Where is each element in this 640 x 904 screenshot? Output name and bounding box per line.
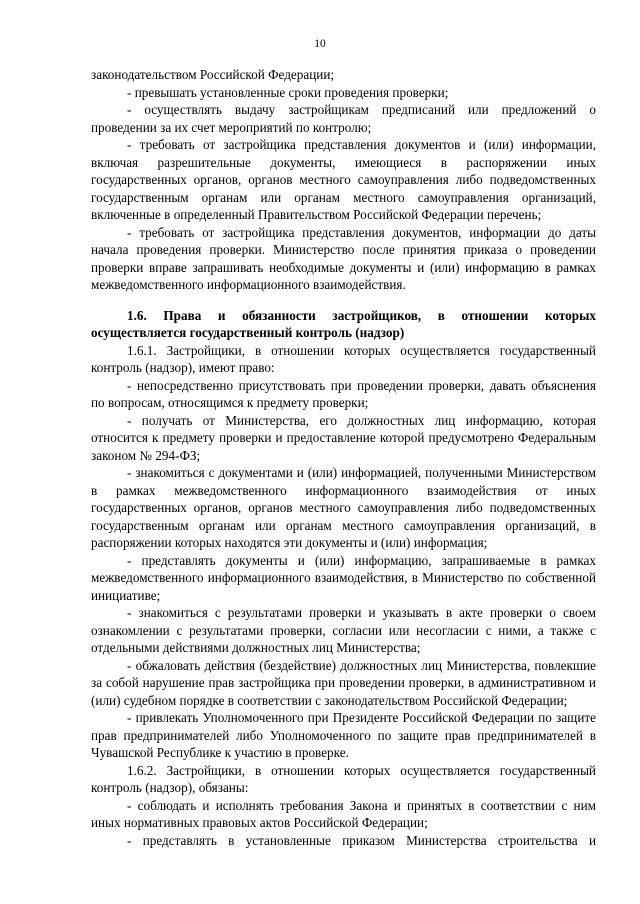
section-heading: 1.6. Права и обязанности застройщиков, в отношении которых осуществляется государственный контроль (надзор) [91,307,596,340]
paragraph: законодательством Российской Федерации; [91,67,335,82]
paragraph: - непосредственно присутствовать при проведении проверки, давать объяснения по вопросам, относящимся к предмету проверки; [91,377,596,410]
paragraph: 1.6.2. Застройщики, в отношении которых осуществляется государственный контроль (надзор), обязаны: [91,762,596,795]
paragraph: - требовать от застройщика представления документов и (или) информации, включая разрешительные документы, имеющиеся в распоряжении иных государственных органов, органов местного самоуправления либо подведомственных государственным органам или органам местного самоуправления организаций, включенные в определенный Правительством Российской Федерации перечень; [91,137,596,222]
paragraph: - осуществлять выдачу застройщикам предписаний или предложений о проведении за их счет мероприятий по контролю; [91,102,596,135]
paragraph: - привлекать Уполномоченного при Президенте Российской Федерации по защите прав предпринимателей либо Уполномоченного по защите прав предпринимателей в Чувашской Республике к участию в проверке. [91,710,596,760]
paragraph: 1.6.1. Застройщики, в отношении которых осуществляется государственный контроль (надзор), имеют право: [91,342,596,375]
document-body [91,66,596,849]
paragraph: - представлять в установленные приказом Министерства строительства и [127,832,596,848]
paragraph: - представлять документы и (или) информацию, запрашиваемые в рамках межведомственного информационного взаимодействия, в Министерство по собственной инициативе; [91,552,596,603]
paragraph: - получать от Министерства, его должностных лиц информацию, которая относится к предмету проверки и предоставление которой предусмотрено Федеральным законом № 294-ФЗ; [91,412,596,463]
paragraph: - превышать установленные сроки проведения проверки; [127,84,449,100]
paragraph-gap [91,294,596,307]
page-number: 10 [314,38,326,50]
paragraph: - знакомиться с документами и (или) информацией, полученными Министерством в рамках межведомственного информационного взаимодействия от иных государственных органов, органов местного самоуправления либо подведомственных государственным органам или органам местного самоуправления организаций, в распоряжении которых находятся эти документы и (или) информация; [91,465,596,550]
paragraph: - обжаловать действия (бездействие) должностных лиц Министерства, повлекшие за собой нарушение прав застройщика при проведении проверки, в административном и (или) судебном порядке в соответствии с законодательством Российской Федерации; [91,657,596,708]
paragraph: - знакомиться с результатами проверки и указывать в акте проверки о своем ознакомлении с результатами проверки, согласии или несогласии с ними, а также с отдельными действиями должностных лиц Министерства; [91,605,596,655]
paragraph: - соблюдать и исполнять требования Закона и принятых в соответствии с ним иных нормативных правовых актов Российской Федерации; [91,797,596,830]
paragraph: - требовать от застройщика представления документов, информации до даты начала проведения проверки. Министерство после принятия приказа о проведении проверки вправе запрашивать необходимые документы и (или) информацию в рамках межведомственного информационного взаимодействия. [91,224,596,292]
